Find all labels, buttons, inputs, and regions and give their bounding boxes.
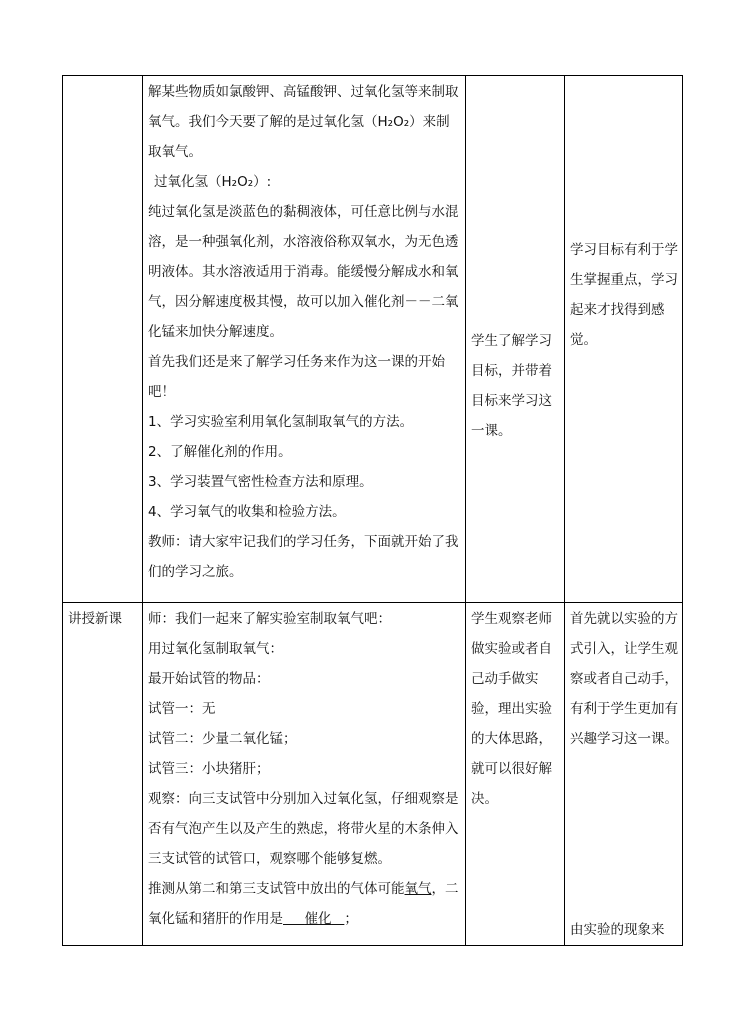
content-paragraph: 过氧化氢（H₂O₂）: (154, 174, 272, 190)
stage-cell (63, 76, 143, 603)
inference-prefix: 推测从第二和第三支试管中放出的气体可能 (148, 881, 405, 897)
stage-label: 讲授新课 (68, 611, 122, 627)
student-activity-cell (466, 76, 565, 603)
content-paragraph: 试管一：无 (148, 701, 216, 717)
answer-gas: 氧气 (404, 881, 432, 897)
learning-goal: 2、了解催化剂的作用。 (148, 444, 292, 460)
answer-role: 催化 (304, 911, 332, 927)
content-paragraph: 纯过氧化氢是淡蓝色的黏稠液体，可任意比例与水混溶，是一种强氧化剂，水溶液俗称双氧水，为无色透明液体。其水溶液适用于消毒。能缓慢分解成水和氧气，因分解速度极其慢，故可以加入催化剂－－二氧化锰来加快分解速度。 (148, 204, 459, 340)
content-paragraph: 观察：向三支试管中分别加入过氧化氢，仔细观察是否有气泡产生以及产生的熟虑，将带火星的木条伸入三支试管的试管口，观察哪个能够复燃。 (148, 791, 459, 867)
lesson-plan-table (62, 75, 683, 946)
learning-goal: 4、学习氧气的收集和检验方法。 (148, 504, 346, 520)
design-intent-cell (565, 603, 683, 946)
table-row (63, 76, 683, 603)
answer-blank (283, 904, 344, 934)
student-activity-cell (466, 603, 565, 946)
content-paragraph: 试管三：小块猪肝； (148, 761, 270, 777)
stage-cell (63, 603, 143, 946)
table-row (63, 603, 683, 946)
teaching-content-cell (143, 603, 466, 946)
content-paragraph: 师：我们一起来了解实验室制取氧气吧： (148, 611, 391, 627)
design-intent-cell (565, 76, 683, 603)
inference-mid: 二氧化锰和猪肝的作用是 (148, 881, 459, 927)
content-paragraph: 首先我们还是来了解学习任务来作为这一课的开始吧！ (148, 354, 445, 400)
content-paragraph: 用过氧化氢制取氧气： (148, 641, 283, 657)
inference-end: ； (344, 911, 358, 927)
content-paragraph: 教师：请大家牢记我们的学习任务，下面就开始了我们的学习之旅。 (148, 534, 459, 580)
teaching-content-cell (143, 76, 466, 603)
content-paragraph: 最开始试管的物品： (148, 671, 270, 687)
inference-paragraph: 推测从第二和第三支试管中放出的气体可能氧气，二氧化锰和猪肝的作用是 催化 ； (148, 874, 459, 934)
design-intent-tail: 由实验的现象来 (570, 922, 665, 938)
learning-goal: 3、学习装置气密性检查方法和原理。 (148, 474, 373, 490)
design-intent-text: 学习目标有利于学生掌握重点，学习起来才找得到感觉。 (570, 242, 678, 348)
student-activity-text: 学生观察老师做实验或者自己动手做实验，理出实验的大体思路，就可以很好解决。 (471, 611, 552, 807)
student-activity-text: 学生了解学习目标，并带着目标来学习这一课。 (471, 333, 552, 439)
content-paragraph: 试管二：少量二氧化锰； (148, 731, 297, 747)
design-intent-text: 首先就以实验的方式引入，让学生观察或者自己动手，有利于学生更加有兴趣学习这一课。 (570, 611, 678, 747)
learning-goal: 1、学习实验室利用氧化氢制取氧气的方法。 (148, 414, 414, 430)
content-paragraph: 解某些物质如氯酸钾、高锰酸钾、过氧化氢等来制取氧气。我们今天要了解的是过氧化氢（H₂O₂）来制取氧气。 (148, 84, 459, 160)
